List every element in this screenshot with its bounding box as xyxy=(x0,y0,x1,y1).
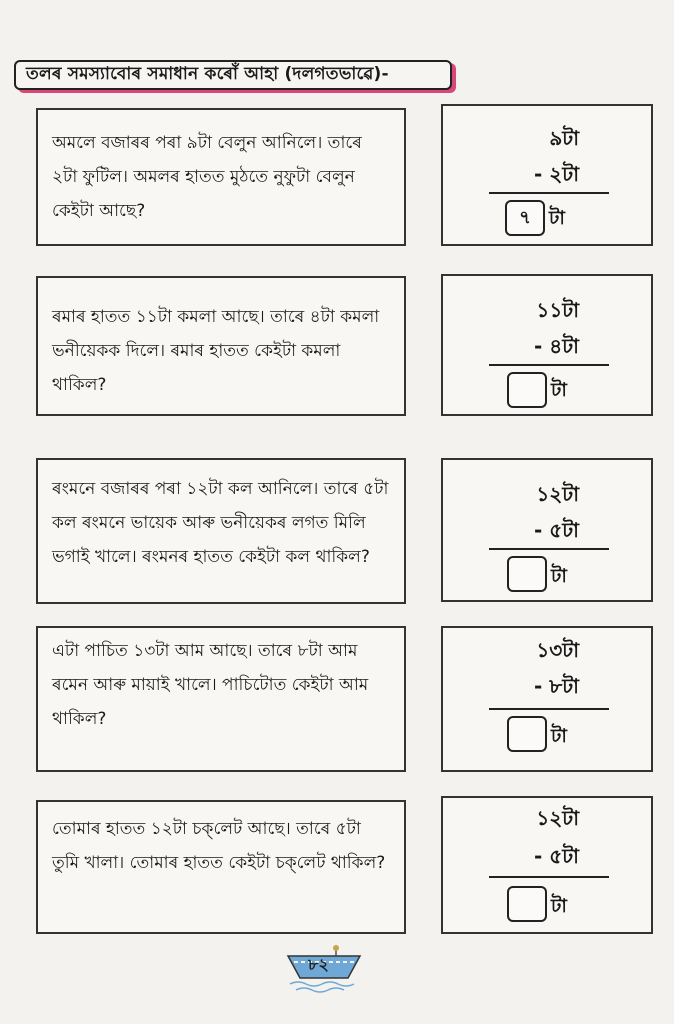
problem-5-subtrahend: - ৫টা xyxy=(534,844,579,868)
problem-5-question: তোমাৰ হাতত ১২টা চক্‌লেট আছে। তাৰে ৫টা তুমি খালা। তোমাৰ হাতত কেইটা চক্‌লেট থাকিল? xyxy=(52,819,386,873)
problem-1-minuend: ৯টা xyxy=(549,126,579,150)
problem-5-answer-box xyxy=(441,796,653,934)
section-heading: তলৰ সমস্যাবোৰ সমাধান কৰোঁ আহা (দলগতভাৱে)- xyxy=(14,60,452,90)
problem-2-minuend: ১১টা xyxy=(536,298,579,322)
problem-4-question-box xyxy=(36,626,406,772)
problem-3-rule xyxy=(489,548,609,550)
problem-5-answer-field[interactable] xyxy=(507,886,547,922)
page-number: ৮২ xyxy=(308,955,329,974)
problem-1-unit: টা xyxy=(549,207,565,229)
problem-1-question-box xyxy=(36,108,406,246)
problem-2-answer-box xyxy=(441,274,653,416)
problem-1-question: অমলে বজাৰৰ পৰা ৯টা বেলুন আনিলে। তাৰে ২টা ফুটিল। অমলৰ হাতত মুঠতে নুফুটা বেলুন কেইটা আছে? xyxy=(52,133,362,221)
problem-5-question-box xyxy=(36,800,406,934)
problem-2-subtrahend: - ৪টা xyxy=(534,334,579,358)
problem-5-rule xyxy=(489,876,609,878)
problem-1-subtrahend: - ২টা xyxy=(534,162,579,186)
problem-2-question-box xyxy=(36,276,406,416)
problem-4-answer-box xyxy=(441,626,653,772)
problem-4-rule xyxy=(489,708,609,710)
problem-3-question: ৰংমনে বজাৰৰ পৰা ১২টা কল আনিলে। তাৰে ৫টা কল ৰংমনে ভায়েক আৰু ভনীয়েকৰ লগত মিলি ভগাই খালে। ৰংমনৰ হাতত কেইটা কল থাকিল? xyxy=(52,479,389,567)
problem-2-rule xyxy=(489,364,609,366)
problem-2-unit: টা xyxy=(551,379,567,401)
problem-4-answer-field[interactable] xyxy=(507,716,547,752)
problem-3-subtrahend: - ৫টা xyxy=(534,518,579,542)
problem-1-rule xyxy=(489,192,609,194)
problem-1-answer-box xyxy=(441,104,653,246)
problem-5-unit: টা xyxy=(551,895,567,917)
problem-4-unit: টা xyxy=(551,725,567,747)
problem-3-answer-box xyxy=(441,458,653,602)
problem-3-unit: টা xyxy=(551,565,567,587)
problem-2-answer-field[interactable] xyxy=(507,372,547,408)
problem-2-question: ৰমাৰ হাতত ১১টা কমলা আছে। তাৰে ৪টা কমলা ভনীয়েকক দিলে। ৰমাৰ হাতত কেইটা কমলা থাকিল? xyxy=(52,307,380,395)
problem-3-question-box xyxy=(36,458,406,604)
problem-1-answer-field[interactable]: ৭ xyxy=(505,200,545,236)
problem-4-question: এটা পাচিত ১৩টা আম আছে। তাৰে ৮টা আম ৰমেন আৰু মায়াই খালে। পাচিটোত কেইটা আম থাকিল? xyxy=(52,641,369,729)
problem-4-subtrahend: - ৮টা xyxy=(534,674,579,698)
page-number-boat xyxy=(284,944,364,994)
problem-3-minuend: ১২টা xyxy=(536,482,579,506)
problem-3-answer-field[interactable] xyxy=(507,556,547,592)
problem-4-minuend: ১৩টা xyxy=(536,638,579,662)
problem-5-minuend: ১২টা xyxy=(536,806,579,830)
